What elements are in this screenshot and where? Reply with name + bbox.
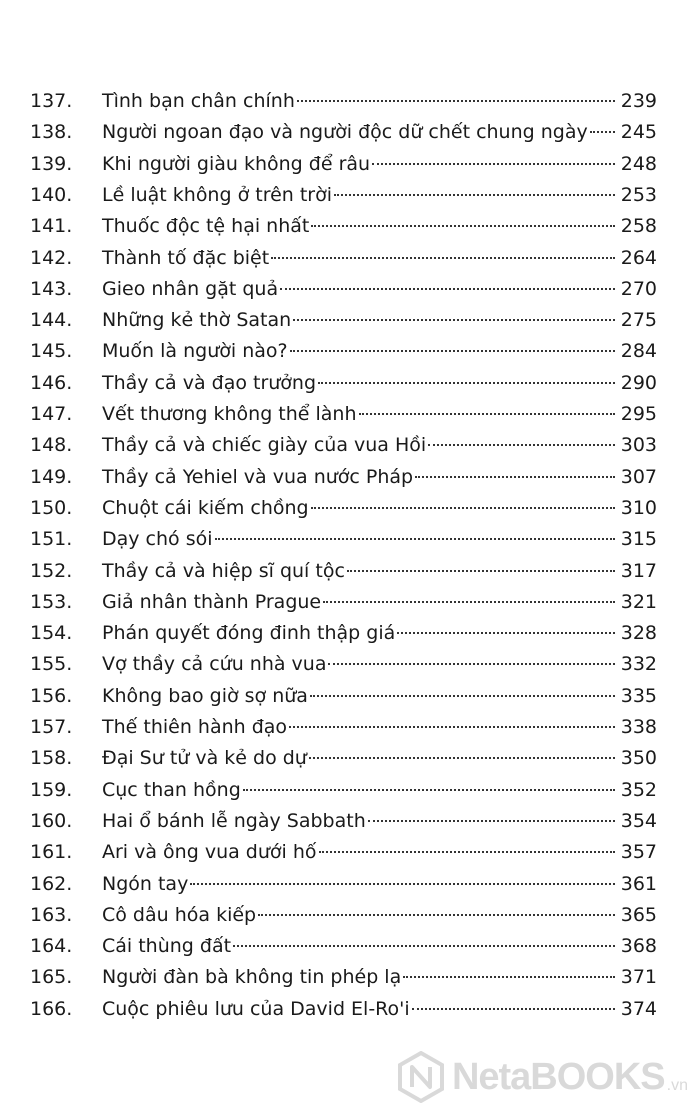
toc-entry-line [102,524,657,555]
toc-entry [0,524,700,555]
toc-entry-number: 141. [30,215,73,238]
toc-entry-number: 148. [30,434,73,457]
toc-entry-number: 146. [30,371,73,394]
toc-entry-page: 361 [620,872,657,895]
toc-entry-title: Chuột cái kiếm chồng [102,496,309,519]
toc-entry [0,305,700,336]
toc-entry-page: 270 [620,277,657,300]
toc-entry [0,775,700,806]
toc-entry-line [102,962,657,993]
toc-entry-number: 139. [30,152,73,175]
dot-leader [309,757,615,759]
toc-entry-page: 245 [620,121,657,144]
toc-entry-number: 140. [30,183,73,206]
toc-entry-title: Dạy chó sói [102,528,213,551]
toc-entry-number: 145. [30,340,73,363]
toc-entry-line [102,493,657,524]
toc-entry-title: Người đàn bà không tin phép lạ [102,966,402,989]
toc-entry [0,556,700,587]
toc-entry-line [102,368,657,399]
dot-leader [397,632,614,634]
toc-entry-title: Cô dâu hóa kiếp [102,903,257,926]
toc-entry [0,681,700,712]
toc-entry-number: 154. [30,622,73,645]
toc-entry-page: 310 [620,496,657,519]
toc-entry-line [102,211,657,242]
dot-leader [415,476,615,478]
toc-entry-page: 258 [620,215,657,238]
toc-entry-title: Cuộc phiêu lưu của David El-Ro'i [102,997,410,1020]
toc-entry-line [102,775,657,806]
dot-leader [297,100,615,102]
toc-entry-title: Đại Sư tử và kẻ do dự [102,747,307,770]
toc-entry-title: Giả nhân thành Prague [102,590,322,613]
dot-leader [328,663,614,665]
toc-entry-title: Hai ổ bánh lễ ngày Sabbath [102,809,366,832]
dot-leader [233,945,615,947]
dot-leader [215,538,615,540]
dot-leader [311,507,615,509]
toc-entry-page: 357 [620,841,657,864]
watermark-suffix: .vn [666,1077,688,1094]
toc-entry-line [102,587,657,618]
toc-entry [0,649,700,680]
toc-entry-line [102,712,657,743]
toc-entry-page: 303 [620,434,657,457]
toc-entry-title: Gieo nhân gặt quả [102,277,279,300]
dot-leader [403,976,615,978]
dot-leader [310,695,615,697]
toc-entry [0,900,700,931]
toc-entry [0,117,700,148]
toc-entry-title: Tình bạn chân chính [102,90,295,112]
watermark [398,1047,688,1107]
toc-entry-line [102,994,657,1025]
toc-entry-title: Thầy cả và đạo trưởng [102,371,317,394]
toc-entry-line [102,681,657,712]
toc-entry-line [102,430,657,461]
toc-entry [0,399,700,430]
toc-entry-title: Vết thương không thể lành [102,403,357,425]
toc-entry-page: 335 [620,684,657,707]
toc-entry-page: 239 [620,90,657,112]
toc-entry-title: Thuốc độc tệ hại nhất [102,215,310,238]
toc-entry-number: 151. [30,528,73,551]
toc-entry-number: 137. [30,90,73,112]
toc-entry-number: 153. [30,590,73,613]
dot-leader [428,444,615,446]
toc-entry-number: 159. [30,778,73,801]
toc-entry-page: 284 [620,340,657,363]
toc-entry-page: 338 [620,716,657,738]
toc-entry-page: 275 [620,309,657,332]
dot-leader [359,413,615,415]
toc-entry-page: 321 [620,590,657,613]
dot-leader [311,225,614,227]
toc-entry [0,743,700,774]
dot-leader [293,319,615,321]
toc-entry-number: 152. [30,559,73,582]
dot-leader [271,257,615,259]
toc-entry-line [102,180,657,211]
toc-entry [0,274,700,305]
toc-entry-page: 328 [620,622,657,645]
toc-entry [0,618,700,649]
dot-leader [290,350,615,352]
toc-entry-line [102,743,657,774]
toc-entry-number: 147. [30,403,73,425]
toc-entry [0,86,700,117]
toc-entry-line [102,837,657,868]
toc-entry-title: Khi người giàu không để râu [102,152,371,175]
toc-entry-title: Lề luật không ở trên trời [102,183,333,206]
toc-entry-line [102,149,657,180]
toc-entry [0,180,700,211]
toc-entry-number: 161. [30,841,73,864]
dot-leader [347,570,615,572]
toc-entry-title: Ari và ông vua dưới hố [102,841,317,864]
toc-entry-page: 290 [620,371,657,394]
toc-entry-number: 156. [30,684,73,707]
toc-entry-page: 332 [620,653,657,676]
dot-leader [289,726,615,728]
toc-entry-number: 150. [30,496,73,519]
watermark-text: NetaBOOKS [451,1055,665,1098]
toc-entry-line [102,931,657,962]
toc-entry-line [102,556,657,587]
toc-entry-line [102,649,657,680]
toc-entry-line [102,869,657,900]
dot-leader [323,601,615,603]
toc-entry-line [102,900,657,931]
toc-entry-line [102,274,657,305]
toc-entry-title: Thầy cả và chiếc giày của vua Hồi [102,434,427,457]
toc-entry-number: 162. [30,872,73,895]
toc-entry [0,368,700,399]
toc-entry [0,211,700,242]
toc-entry-title: Những kẻ thờ Satan [102,309,292,332]
toc-entry-page: 365 [620,903,657,926]
toc-entry-line [102,336,657,367]
toc-entry-page: 352 [620,778,657,801]
toc-entry-line [102,462,657,493]
toc-entry-line [102,305,657,336]
toc-entry-title: Cục than hồng [102,778,241,801]
toc-entry-number: 143. [30,277,73,300]
toc-entry [0,869,700,900]
dot-leader [280,288,615,290]
toc-entry-number: 165. [30,966,73,989]
toc-entry [0,806,700,837]
dot-leader [319,851,615,853]
toc-entry [0,336,700,367]
toc-entry-number: 155. [30,653,73,676]
dot-leader [372,163,615,165]
toc-entry-page: 368 [620,935,657,958]
dot-leader [258,914,615,916]
netabooks-logo-icon [398,1051,444,1103]
toc-entry-title: Thành tố đặc biệt [102,246,270,269]
toc-entry-number: 158. [30,747,73,770]
toc-entry-line [102,806,657,837]
toc-entry-number: 149. [30,465,73,488]
toc-entry-title: Thế thiên hành đạo [102,716,288,738]
toc-entry-number: 142. [30,246,73,269]
toc-entry-page: 374 [620,997,657,1020]
toc-entry-page: 295 [620,403,657,425]
toc-entry [0,962,700,993]
dot-leader [243,789,615,791]
dot-leader [412,1008,615,1010]
toc-entry-number: 164. [30,935,73,958]
dot-leader [334,194,615,196]
toc-entry-line [102,86,657,117]
toc-entry [0,149,700,180]
dot-leader [590,131,615,133]
toc-entry [0,587,700,618]
toc-entry-page: 317 [620,559,657,582]
toc-entry-line [102,399,657,430]
toc-entry-line [102,117,657,148]
toc-entry-number: 138. [30,121,73,144]
toc-entry [0,493,700,524]
toc-entry [0,712,700,743]
toc-entry-title: Người ngoan đạo và người độc dữ chết chung ngày [102,121,588,144]
toc-entry-number: 157. [30,716,73,738]
toc-entry-number: 144. [30,309,73,332]
toc-entry [0,243,700,274]
dot-leader [190,883,614,885]
toc-entry-number: 160. [30,809,73,832]
toc-entry-line [102,243,657,274]
toc-entry-number: 166. [30,997,73,1020]
toc-entry [0,462,700,493]
toc-entry-title: Muốn là người nào? [102,340,288,363]
toc-entry-page: 350 [620,747,657,770]
dot-leader [368,820,615,822]
toc-entry-title: Thầy cả Yehiel và vua nước Pháp [102,465,414,488]
toc-entry [0,994,700,1025]
toc-entry-title: Không bao giờ sợ nữa [102,684,308,707]
toc-entry-title: Cái thùng đất [102,935,232,958]
toc-entry-title: Phán quyết đóng đinh thập giá [102,622,396,645]
toc-entry-number: 163. [30,903,73,926]
toc-entry-line [102,618,657,649]
toc-entry-page: 315 [620,528,657,551]
toc-entry-page: 248 [620,152,657,175]
toc-entry [0,430,700,461]
toc-entry-page: 264 [620,246,657,269]
toc-entry-title: Ngón tay [102,872,189,895]
toc-entry-page: 253 [620,183,657,206]
toc-entry-title: Thầy cả và hiệp sĩ quí tộc [102,559,345,582]
toc-entry [0,837,700,868]
toc-entry-page: 307 [620,465,657,488]
toc-entry-page: 354 [620,809,657,832]
toc-entry-page: 371 [620,966,657,989]
toc-entry-title: Vợ thầy cả cứu nhà vua [102,653,327,676]
dot-leader [318,382,615,384]
toc-entry [0,931,700,962]
